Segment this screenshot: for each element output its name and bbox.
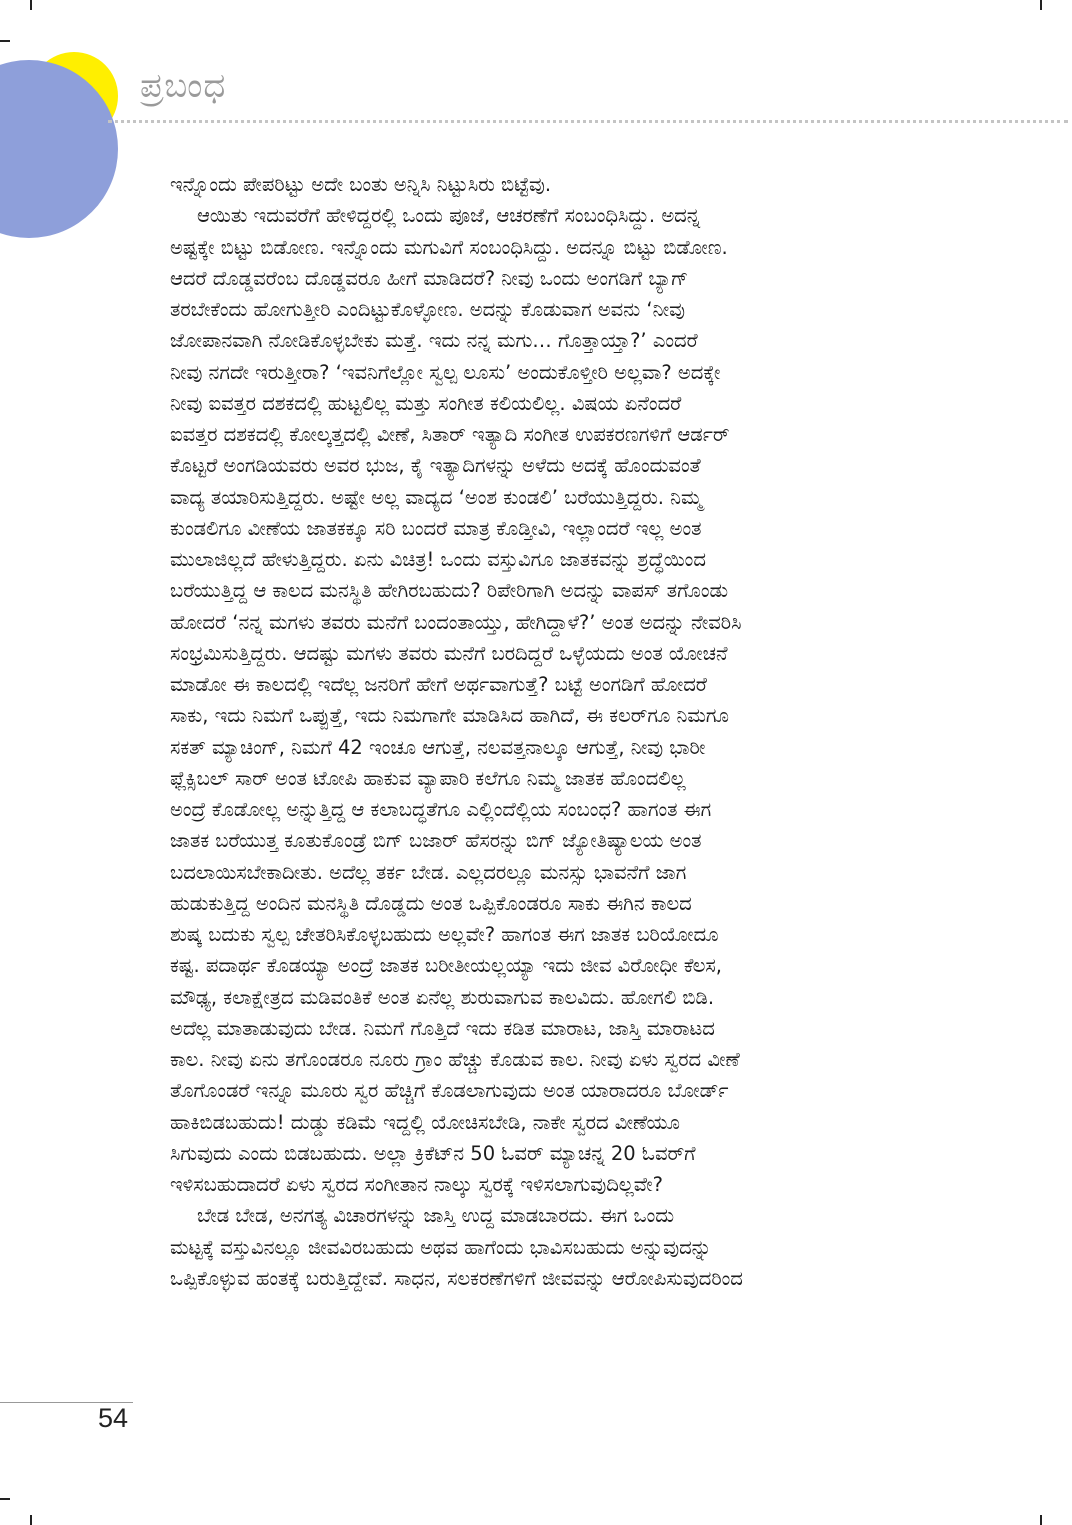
body-line: ಹುಡುಕುತ್ತಿದ್ದ ಅಂದಿನ ಮನಸ್ಥಿತಿ ದೊಡ್ಡದು ಅಂತ ಒಪ್ಪಿಕೊಂಡರೂ ಸಾಕು ಈಗಿನ ಕಾಲದ bbox=[170, 891, 692, 915]
body-line: ಮೌಢ್ಯ, ಕಲಾಕ್ಷೇತ್ರದ ಮಡಿವಂತಿಕೆ ಅಂತ ಏನೆಲ್ಲ ಶುರುವಾಗುವ ಕಾಲವಿದು. ಹೋಗಲಿ ಬಿಡಿ. bbox=[170, 985, 715, 1009]
body-line: ಆಯಿತು ಇದುವರೆಗೆ ಹೇಳಿದ್ದರಲ್ಲಿ ಒಂದು ಪೂಜೆ, ಆಚರಣೆಗೆ ಸಂಬಂಧಿಸಿದ್ದು. ಅದನ್ನ bbox=[197, 204, 701, 228]
body-line: ಒಪ್ಪಿಕೊಳ್ಳುವ ಹಂತಕ್ಕೆ ಬರುತ್ತಿದ್ದೇವೆ. ಸಾಧನ, ಸಲಕರಣೆಗಳಿಗೆ ಜೀವವನ್ನು ಆರೋಪಿಸುವುದರಿಂದ bbox=[170, 1266, 743, 1290]
body-line: ಅಷ್ಟಕ್ಕೇ ಬಿಟ್ಟು ಬಿಡೋಣ. ಇನ್ನೊಂದು ಮಗುವಿಗೆ ಸಂಬಂಧಿಸಿದ್ದು. ಅದನ್ನೂ ಬಿಟ್ಟು ಬಿಡೋಣ. bbox=[170, 235, 728, 259]
section-title: ಪ್ರಬಂಧ bbox=[140, 66, 227, 106]
body-line: ಕಷ್ಟ. ಪದಾರ್ಥ ಕೊಡಯ್ಯಾ ಅಂದ್ರೆ ಜಾತಕ ಬರೀತೀಯಲ್ಲಯ್ಯಾ ಇದು ಜೀವ ವಿರೋಧೀ ಕೆಲಸ, bbox=[170, 954, 722, 978]
body-line: ಹಾಕಿಬಿಡಬಹುದು! ದುಡ್ಡು ಕಡಿಮೆ ಇದ್ದಲ್ಲಿ ಯೋಚಿಸಬೇಡಿ, ನಾಕೇ ಸ್ವರದ ವೀಣೆಯೂ bbox=[170, 1110, 680, 1134]
body-line: ತೊಗೊಂಡರೆ ಇನ್ನೂ ಮೂರು ಸ್ವರ ಹೆಚ್ಚಿಗೆ ಕೊಡಲಾಗುವುದು ಅಂತ ಯಾರಾದರೂ ಬೋರ್ಡ್ bbox=[170, 1079, 729, 1103]
body-line: ಜಾತಕ ಬರೆಯುತ್ತ ಕೂತುಕೊಂಡ್ರೆ ಬಿಗ್ ಬಜಾರ್ ಹೆಸರನ್ನು ಬಿಗ್ ಜ್ಯೋತಿಷ್ಯಾಲಯ ಅಂತ bbox=[170, 829, 702, 853]
body-line: ಹೋದರೆ ‘ನನ್ನ ಮಗಳು ತವರು ಮನೆಗೆ ಬಂದಂತಾಯ್ತು, ಹೇಗಿದ್ದಾಳೆ?’ ಅಂತ ಅದನ್ನು ನೇವರಿಸಿ bbox=[170, 610, 742, 634]
body-line: ಇನ್ನೊಂದು ಪೇಪರಿಟ್ಟು ಅದೇ ಬಂತು ಅನ್ನಿಸಿ ನಿಟ್ಟುಸಿರು ಬಿಟ್ಟೆವು. bbox=[170, 173, 552, 196]
body-line: ಬರೆಯುತ್ತಿದ್ದ ಆ ಕಾಲದ ಮನಸ್ಥಿತಿ ಹೇಗಿರಬಹುದು? ರಿಪೇರಿಗಾಗಿ ಅದನ್ನು ವಾಪಸ್ ತಗೊಂಡು bbox=[170, 579, 729, 603]
body-line: ಫ್ಲೆಕ್ಸಿಬಲ್ ಸಾರ್ ಅಂತ ಟೋಪಿ ಹಾಕುವ ವ್ಯಾಪಾರಿ ಕಲೆಗೂ ನಿಮ್ಮ ಜಾತಕ ಹೊಂದಲಿಲ್ಲ bbox=[170, 766, 686, 790]
body-line: ಸಂಭ್ರಮಿಸುತ್ತಿದ್ದರು. ಆದಷ್ಟು ಮಗಳು ತವರು ಮನೆಗೆ ಬರದಿದ್ದರೆ ಒಳ್ಳೆಯದು ಅಂತ ಯೋಚನೆ bbox=[170, 641, 728, 665]
body-line: ಮುಲಾಜಿಲ್ಲದೆ ಹೇಳುತ್ತಿದ್ದರು. ಏನು ವಿಚಿತ್ರ! ಒಂದು ವಸ್ತುವಿಗೂ ಜಾತಕವನ್ನು ಶ್ರದ್ಧೆಯಿಂದ bbox=[170, 548, 706, 571]
crop-mark-bottom-right bbox=[1040, 1515, 1042, 1525]
crop-mark-left-lower bbox=[0, 1498, 10, 1500]
body-line: ಬದಲಾಯಿಸಬೇಕಾದೀತು. ಅದೆಲ್ಲ ತರ್ಕ ಬೇಡ. ಎಲ್ಲದರಲ್ಲೂ ಮನಸ್ಸು ಭಾವನೆಗೆ ಜಾಗ bbox=[170, 860, 687, 884]
dotted-divider bbox=[108, 120, 1068, 123]
body-line: ಕಾಲ. ನೀವು ಏನು ತಗೊಂಡರೂ ನೂರು ಗ್ರಾಂ ಹೆಚ್ಚು ಕೊಡುವ ಕಾಲ. ನೀವು ಏಳು ಸ್ವರದ ವೀಣೆ bbox=[170, 1048, 740, 1071]
body-line: ಮಾಡೋ ಈ ಕಾಲದಲ್ಲಿ ಇದೆಲ್ಲ ಜನರಿಗೆ ಹೇಗೆ ಅರ್ಥವಾಗುತ್ತೆ? ಬಟ್ಟೆ ಅಂಗಡಿಗೆ ಹೋದರೆ bbox=[170, 673, 707, 696]
body-line: ನೀವು ಐವತ್ತರ ದಶಕದಲ್ಲಿ ಹುಟ್ಟಲಿಲ್ಲ ಮತ್ತು ಸಂಗೀತ ಕಲಿಯಲಿಲ್ಲ. ವಿಷಯ ಏನೆಂದರೆ bbox=[170, 391, 682, 415]
body-line: ಅದೆಲ್ಲ ಮಾತಾಡುವುದು ಬೇಡ. ನಿಮಗೆ ಗೊತ್ತಿದೆ ಇದು ಕಡಿತ ಮಾರಾಟ, ಜಾಸ್ತಿ ಮಾರಾಟದ bbox=[170, 1016, 715, 1040]
body-line: ಸಾಕು, ಇದು ನಿಮಗೆ ಒಪ್ಪುತ್ತೆ, ಇದು ನಿಮಗಾಗೇ ಮಾಡಿಸಿದ ಹಾಗಿದೆ, ಈ ಕಲರ್‌ಗೂ ನಿಮಗೂ bbox=[170, 704, 729, 728]
crop-mark-top-right bbox=[1040, 0, 1042, 10]
body-line: ವಾದ್ಯ ತಯಾರಿಸುತ್ತಿದ್ದರು. ಅಷ್ಟೇ ಅಲ್ಲ ವಾದ್ಯದ ‘ಅಂಶ ಕುಂಡಲಿ’ ಬರೆಯುತ್ತಿದ್ದರು. ನಿಮ್ಮ bbox=[170, 485, 703, 509]
body-line: ಕೊಟ್ಟರೆ ಅಂಗಡಿಯವರು ಅವರ ಭುಜ, ಕೈ ಇತ್ಯಾದಿಗಳನ್ನು ಅಳೆದು ಅದಕ್ಕೆ ಹೊಂದುವಂತೆ bbox=[170, 454, 701, 478]
crop-mark-top-left bbox=[30, 0, 32, 10]
crop-mark-left-upper bbox=[0, 40, 10, 42]
body-line: ಜೋಪಾನವಾಗಿ ನೋಡಿಕೊಳ್ಳಬೇಕು ಮತ್ತೆ. ಇದು ನನ್ನ ಮಗು… ಗೊತ್ತಾಯ್ತಾ?’ ಎಂದರೆ bbox=[170, 329, 698, 353]
body-line: ಸಕತ್ ಮ್ಯಾಚಿಂಗ್, ನಿಮಗೆ 42 ಇಂಚೂ ಆಗುತ್ತೆ, ನಲವತ್ತನಾಲ್ಕೂ ಆಗುತ್ತೆ, ನೀವು ಭಾರೀ bbox=[170, 735, 706, 759]
body-line: ಐವತ್ತರ ದಶಕದಲ್ಲಿ ಕೋಲ್ಕತ್ತದಲ್ಲಿ ವೀಣೆ, ಸಿತಾರ್ ಇತ್ಯಾದಿ ಸಂಗೀತ ಉಪಕರಣಗಳಿಗೆ ಆರ್ಡರ್ bbox=[170, 423, 730, 446]
body-line: ಶುಷ್ಕ ಬದುಕು ಸ್ವಲ್ಪ ಚೇತರಿಸಿಕೊಳ್ಳಬಹುದು ಅಲ್ಲವೇ? ಹಾಗಂತ ಈಗ ಜಾತಕ ಬರಿಯೋದೂ bbox=[170, 923, 719, 946]
page-number: 54 bbox=[98, 1403, 129, 1433]
body-line: ಆದರೆ ದೊಡ್ಡವರೆಂಬ ದೊಡ್ಡವರೂ ಹೀಗೆ ಮಾಡಿದರೆ? ನೀವು ಒಂದು ಅಂಗಡಿಗೆ ಬ್ಯಾಗ್ bbox=[170, 266, 689, 290]
body-line: ಕುಂಡಲಿಗೂ ವೀಣೆಯ ಜಾತಕಕ್ಕೂ ಸರಿ ಬಂದರೆ ಮಾತ್ರ ಕೊಡ್ತೀವಿ, ಇಲ್ಲಾಂದರೆ ಇಲ್ಲ ಅಂತ bbox=[170, 516, 702, 540]
body-line: ಅಂದ್ರೆ ಕೊಡೋಲ್ಲ ಅನ್ನುತ್ತಿದ್ದ ಆ ಕಲಾಬದ್ಧತೆಗೂ ಎಲ್ಲಿಂದೆಲ್ಲಿಯ ಸಂಬಂಧ? ಹಾಗಂತ ಈಗ bbox=[170, 798, 712, 821]
body-line: ಸಿಗುವುದು ಎಂದು ಬಿಡಬಹುದು. ಅಲ್ಲಾ ಕ್ರಿಕೆಟ್‌ನ 50 ಓವರ್ ಮ್ಯಾಚನ್ನ 20 ಓವರ್‌ಗೆ bbox=[170, 1141, 696, 1165]
body-line: ಇಳಿಸಬಹುದಾದರೆ ಏಳು ಸ್ವರದ ಸಂಗೀತಾನ ನಾಲ್ಕು ಸ್ವರಕ್ಕೆ ಇಳಿಸಲಾಗುವುದಿಲ್ಲವೇ? bbox=[170, 1173, 664, 1196]
crop-mark-bottom-left bbox=[30, 1515, 32, 1525]
body-line: ತರಬೇಕೆಂದು ಹೋಗುತ್ತೀರಿ ಎಂದಿಟ್ಟುಕೊಳ್ಳೋಣ. ಅದನ್ನು ಕೊಡುವಾಗ ಅವನು ‘ನೀವು bbox=[170, 298, 685, 321]
article-body bbox=[170, 169, 950, 1294]
body-line: ನೀವು ನಗದೇ ಇರುತ್ತೀರಾ? ‘ಇವನಿಗೆಲ್ಲೋ ಸ್ವಲ್ಪ ಲೂಸು’ ಅಂದುಕೊಳ್ತೀರಿ ಅಲ್ಲವಾ? ಅದಕ್ಕೇ bbox=[170, 360, 721, 384]
body-line: ಮಟ್ಟಕ್ಕೆ ವಸ್ತುವಿನಲ್ಲೂ ಜೀವವಿರಬಹುದು ಅಥವ ಹಾಗೆಂದು ಭಾವಿಸಬಹುದು ಅನ್ನುವುದನ್ನು bbox=[170, 1235, 712, 1259]
body-line: ಬೇಡ ಬೇಡ, ಅನಗತ್ಯ ವಿಚಾರಗಳನ್ನು ಜಾಸ್ತಿ ಉದ್ದ ಮಾಡಬಾರದು. ಈಗ ಒಂದು bbox=[197, 1204, 675, 1228]
